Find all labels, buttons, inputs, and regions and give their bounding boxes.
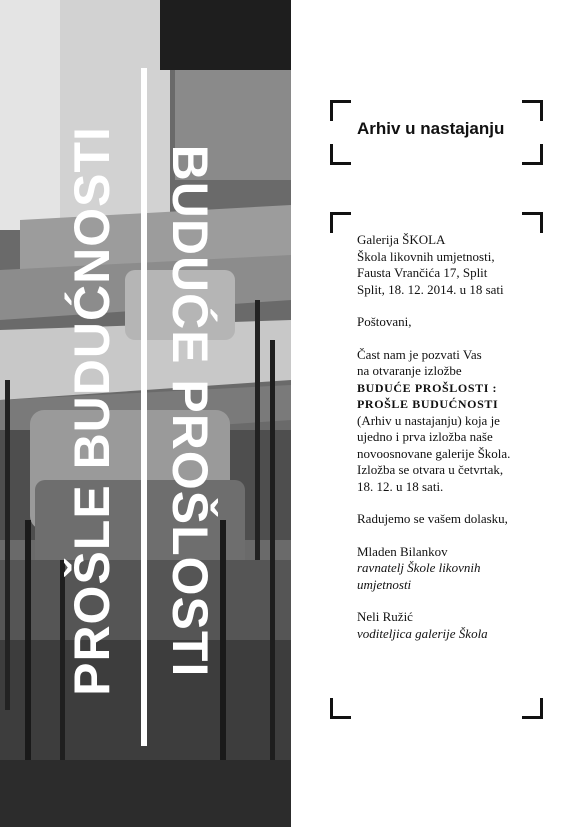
- bracket-bottom-left: [330, 144, 351, 165]
- signer-name: Neli Ružić: [357, 609, 413, 624]
- archive-title: Arhiv u nastajanju: [357, 119, 505, 138]
- body-line: Izložba se otvara u četvrtak,: [357, 462, 504, 477]
- body-line: 18. 12. u 18 sati.: [357, 478, 444, 494]
- title-divider: [141, 68, 147, 746]
- classroom-photo: [0, 0, 291, 827]
- venue-line: Škola likovnih umjetnosti,: [357, 248, 495, 264]
- body-line: (Arhiv u nastajanju) koja je: [357, 412, 500, 428]
- signer-role: ravnatelj Škole likovnih: [357, 560, 481, 575]
- letter-bracket-top-right: [522, 212, 543, 233]
- exhibition-title: PROŠLE BUDUĆNOSTI: [357, 397, 499, 411]
- exhibition-title: BUDUĆE PROŠLOSTI :: [357, 380, 498, 395]
- title-right-vertical: BUDUĆE PROŠLOSTI: [162, 144, 218, 678]
- body-line: Čast nam je pozvati Vas: [357, 346, 482, 362]
- letter-bracket-bottom-left: [330, 698, 351, 719]
- bracket-top-left: [330, 100, 351, 121]
- signer-role: voditeljica galerije Škola: [357, 625, 488, 641]
- letter-bracket-top-left: [330, 212, 351, 233]
- venue-line: Split, 18. 12. 2014. u 18 sati: [357, 281, 504, 297]
- invitation-letter: [357, 232, 557, 642]
- body-line: novoosnovane galerije Škola.: [357, 445, 511, 461]
- greeting: Poštovani,: [357, 314, 412, 329]
- closing: Radujemo se vašem dolasku,: [357, 511, 508, 526]
- letter-bracket-bottom-right: [522, 698, 543, 719]
- body-line: ujedno i prva izložba naše: [357, 429, 493, 444]
- bracket-bottom-right: [522, 144, 543, 165]
- signer-role: umjetnosti: [357, 576, 412, 592]
- signer-name: Mladen Bilankov: [357, 543, 448, 559]
- body-line: na otvaranje izložbe: [357, 363, 462, 378]
- venue-line: Galerija ŠKOLA: [357, 232, 446, 247]
- title-left-vertical: PROŠLE BUDUĆNOSTI: [64, 126, 120, 696]
- bracket-top-right: [522, 100, 543, 121]
- venue-line: Fausta Vrančića 17, Split: [357, 265, 488, 280]
